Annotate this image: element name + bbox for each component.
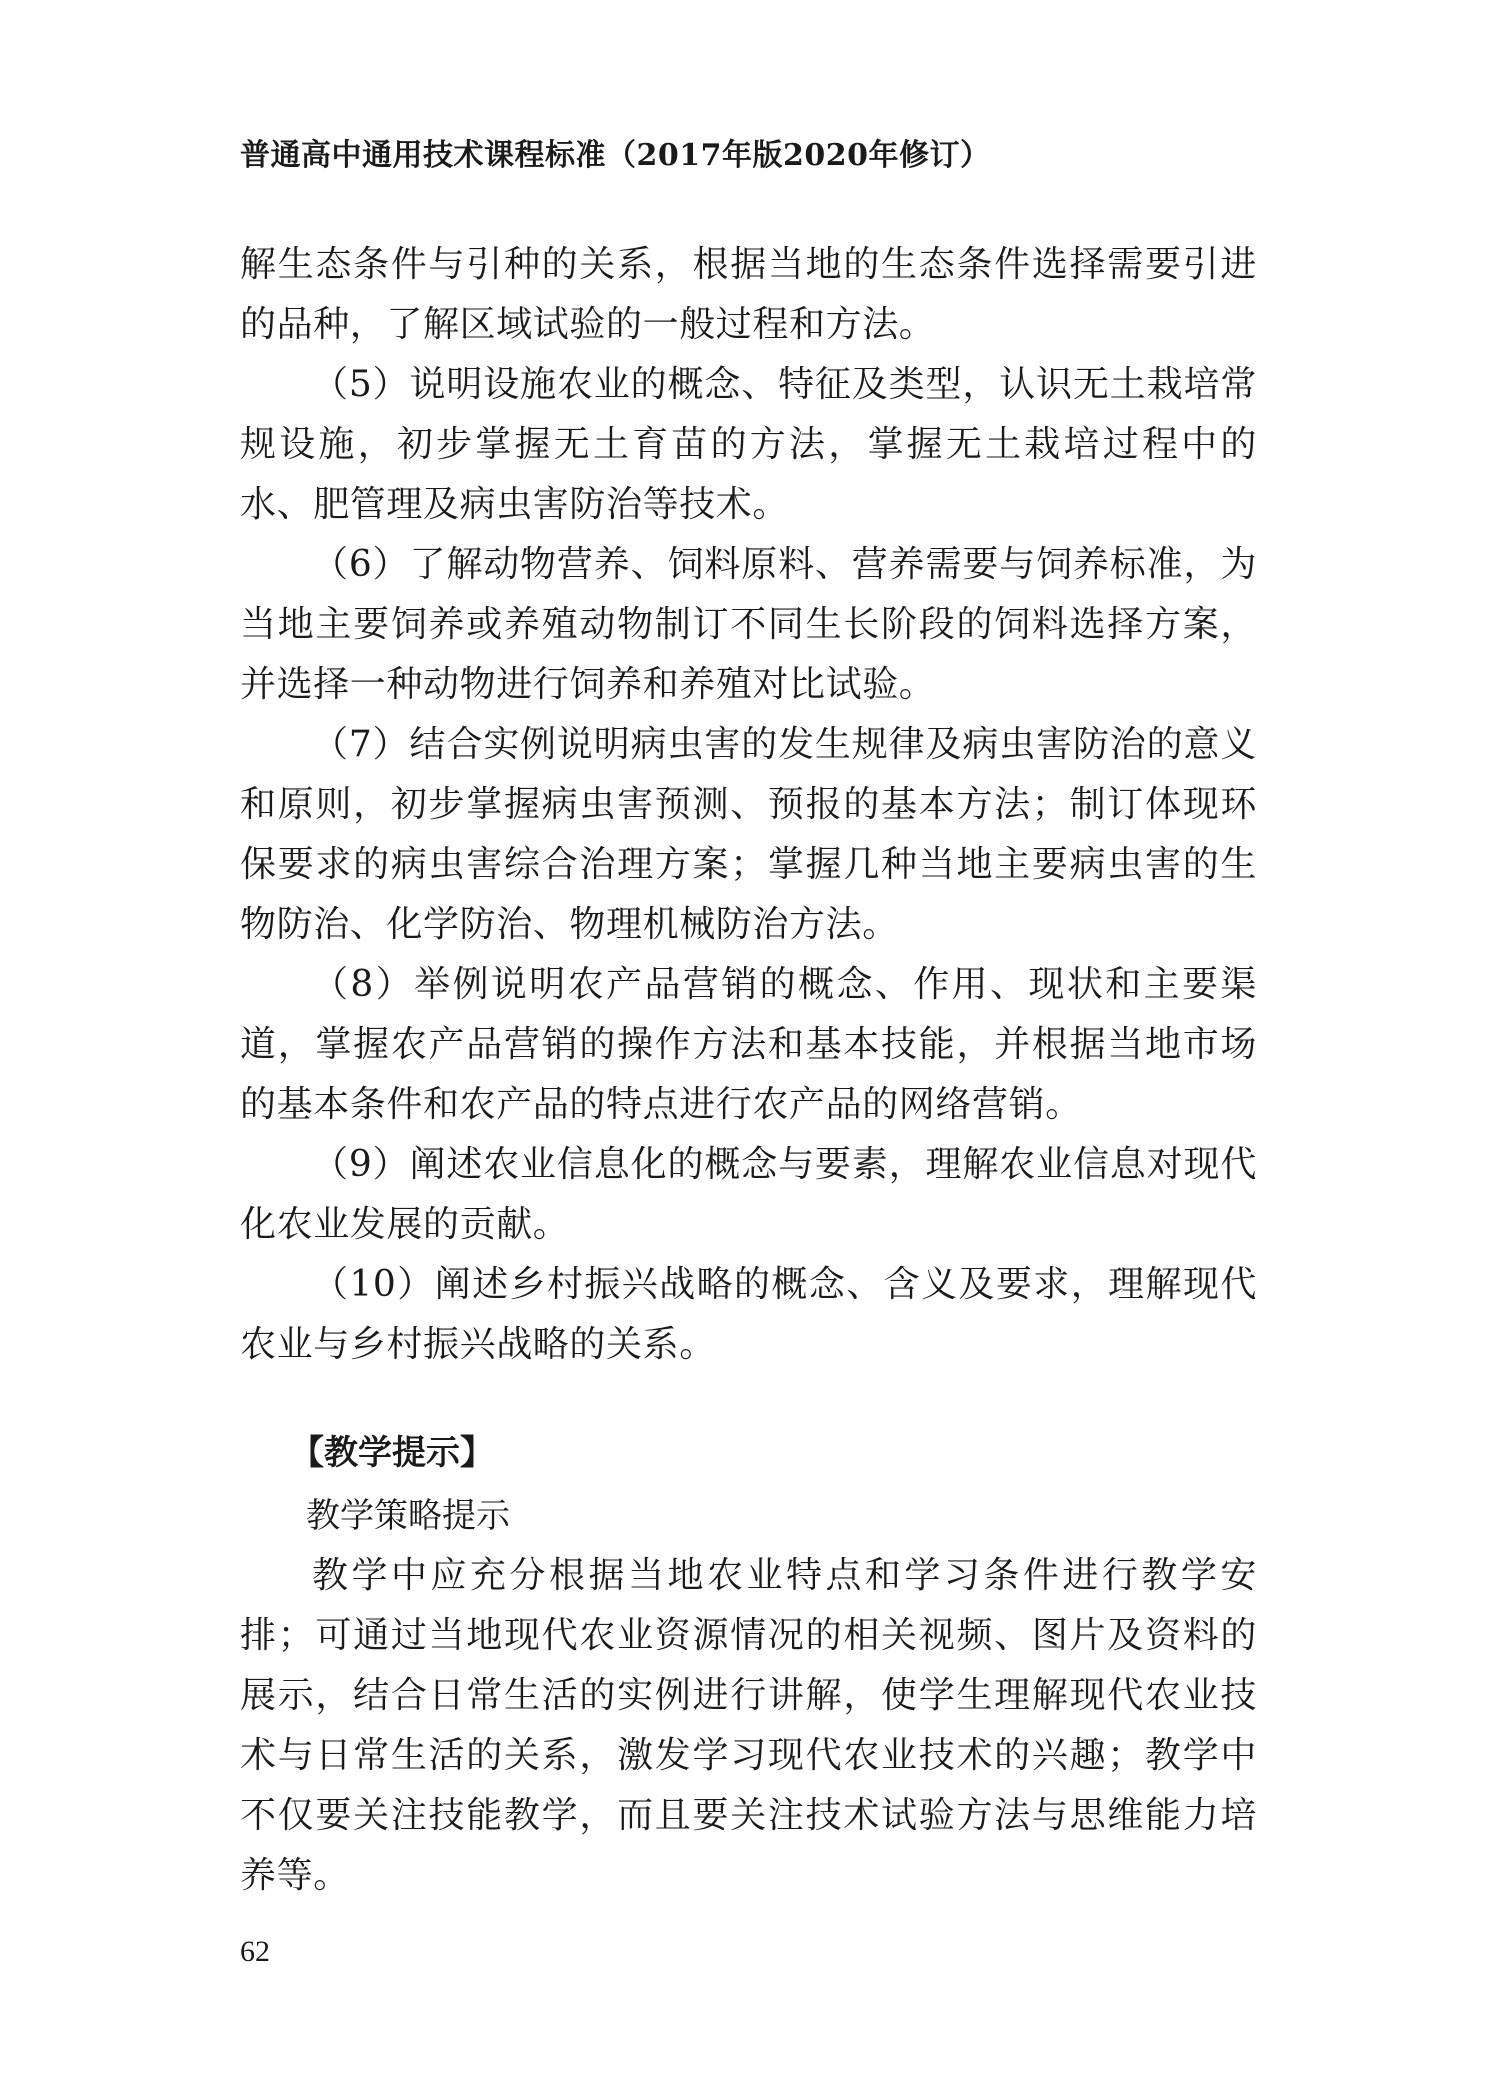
paragraph-continuation: 解生态条件与引种的关系，根据当地的生态条件选择需要引进的品种，了解区域试验的一般过程和方法。 xyxy=(240,244,1257,345)
paragraph-strategy: 教学中应充分根据当地农业特点和学习条件进行教学安排；可通过当地现代农业资源情况的相关视频、图片及资料的展示，结合日常生活的实例进行讲解，使学生理解现代农业技术与日常生活的关系，激发学习现代农业技术的兴趣；教学中不仅要关注技能教学，而且要关注技术试验方法与思维能力培养等。 xyxy=(240,1555,1257,1896)
paragraph-item-8: （8）举例说明农产品营销的概念、作用、现状和主要渠道，掌握农产品营销的操作方法和基本技能，并根据当地市场的基本条件和农产品的特点进行农产品的网络营销。 xyxy=(240,964,1257,1125)
paragraph-item-10: （10）阐述乡村振兴战略的概念、含义及要求，理解现代农业与乡村振兴战略的关系。 xyxy=(240,1264,1257,1365)
teaching-strategy-content xyxy=(240,1546,1257,1906)
standards-content xyxy=(240,235,1257,1375)
page-number: 62 xyxy=(240,1935,270,1968)
paragraph-item-6: （6）了解动物营养、饲料原料、营养需要与饲养标准，为当地主要饲养或养殖动物制订不同生长阶段的饲料选择方案，并选择一种动物进行饲养和养殖对比试验。 xyxy=(240,544,1257,705)
paragraph-item-5: （5）说明设施农业的概念、特征及类型，认识无土栽培常规设施，初步掌握无土育苗的方法，掌握无土栽培过程中的水、肥管理及病虫害防治等技术。 xyxy=(240,364,1257,525)
section-heading: 【教学提示】 xyxy=(290,1433,494,1473)
subsection-heading: 教学策略提示 xyxy=(306,1496,510,1536)
running-header: 普通高中通用技术课程标准（2017年版2020年修订） xyxy=(240,138,991,173)
paragraph-item-7: （7）结合实例说明病虫害的发生规律及病虫害防治的意义和原则，初步掌握病虫害预测、预报的基本方法；制订体现环保要求的病虫害综合治理方案；掌握几种当地主要病虫害的生物防治、化学防治、物理机械防治方法。 xyxy=(240,724,1257,945)
paragraph-item-9: （9）阐述农业信息化的概念与要素，理解农业信息对现代化农业发展的贡献。 xyxy=(240,1144,1257,1245)
